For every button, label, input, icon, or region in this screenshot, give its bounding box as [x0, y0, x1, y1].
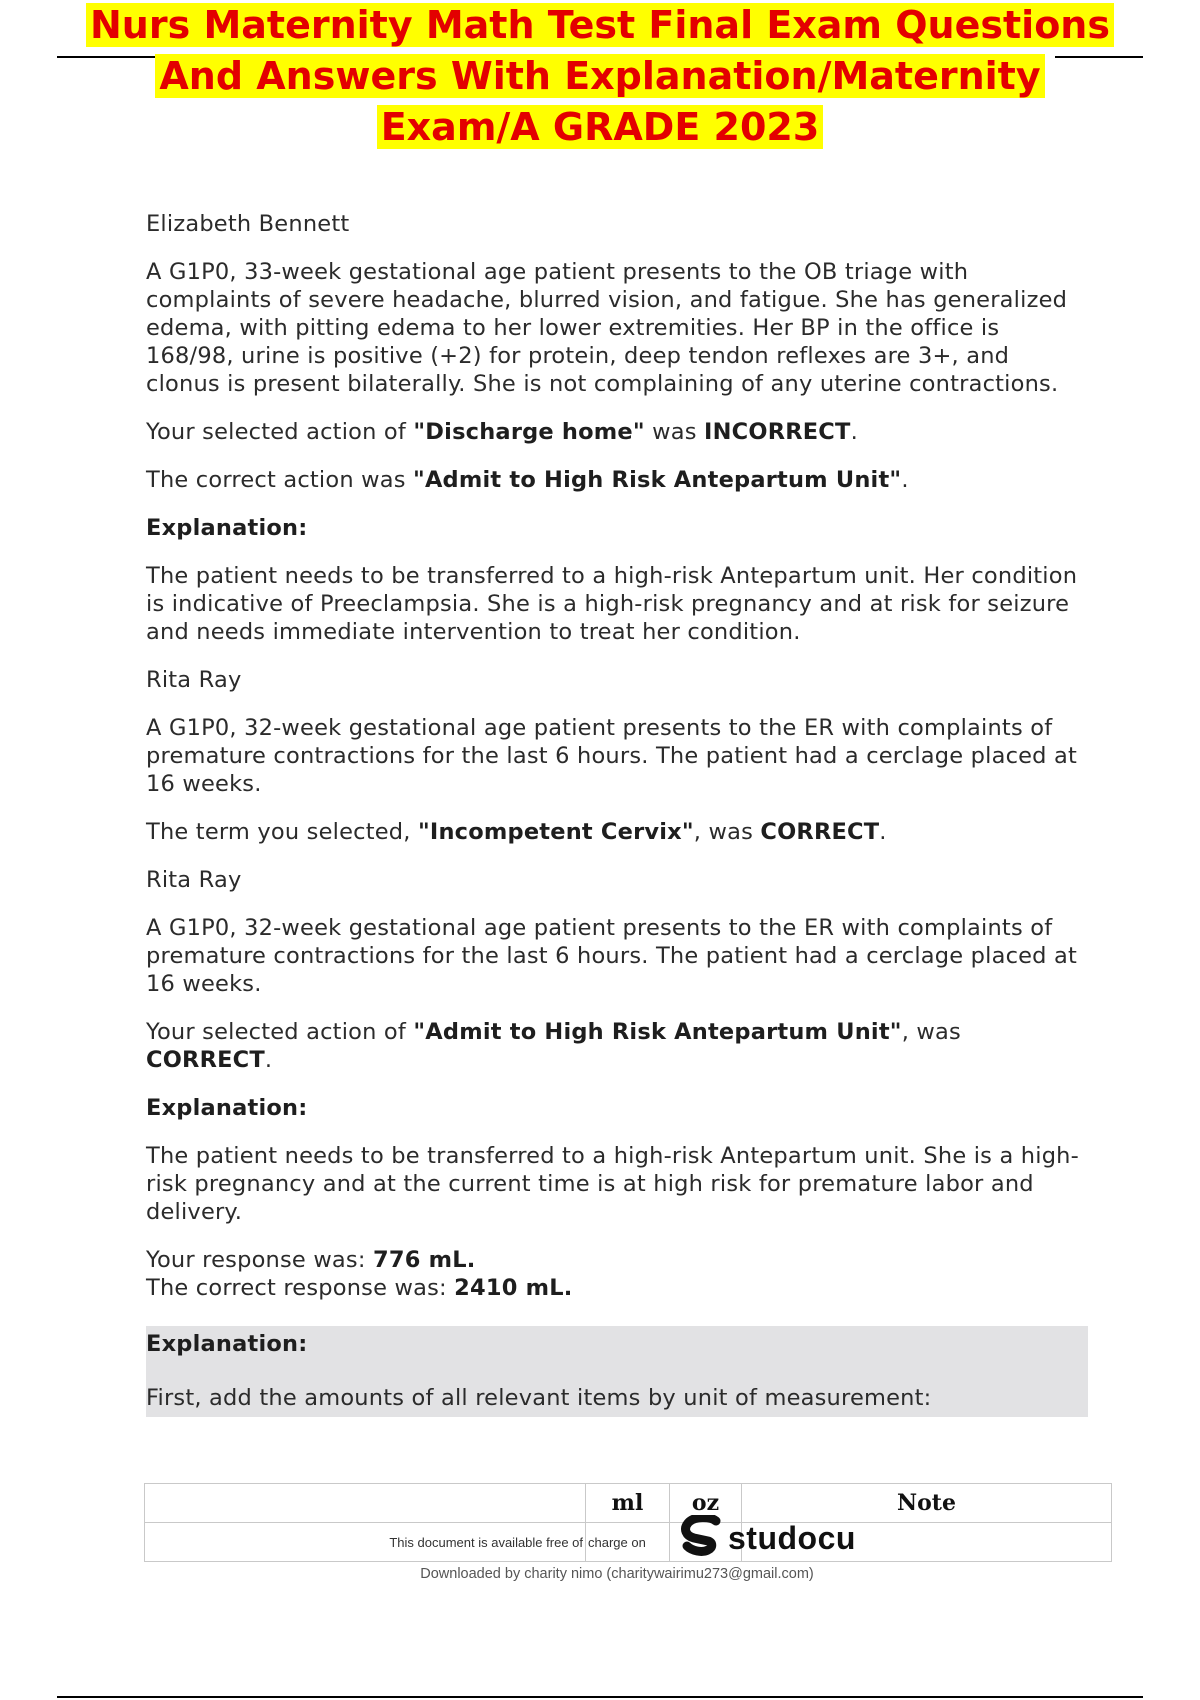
selected-action-prefix: Your selected action of [146, 419, 414, 445]
availability-notice: This document is available free of [145, 1523, 586, 1562]
explanation-heading [146, 514, 1086, 542]
title-line-3: Exam/A GRADE 2023 [377, 105, 824, 149]
availability-notice-end: charge on [586, 1523, 670, 1562]
selected-term-mid: , was [693, 819, 761, 845]
download-notice: Downloaded by charity nimo (charitywairimu273@gmail.com) [420, 1566, 814, 1582]
explanation-heading [146, 1094, 1086, 1122]
table-header-row [145, 1484, 1112, 1523]
explanation-box [146, 1326, 1088, 1417]
table-header-note: Note [742, 1484, 1112, 1523]
table-header-oz: oz [670, 1484, 742, 1523]
table-header-item [145, 1484, 586, 1523]
selected-action [146, 1018, 1086, 1074]
selected-term-suffix: . [879, 819, 887, 845]
correct-action-value: "Admit to High Risk Antepartum Unit" [413, 467, 902, 493]
correct-action [146, 466, 1086, 494]
studocu-s-icon [680, 1515, 724, 1561]
explanation-label: Explanation: [146, 515, 308, 541]
selected-action-mid: , was [901, 1019, 961, 1045]
selected-action-prefix: Your selected action of [146, 1019, 414, 1045]
selected-action-suffix: . [264, 1047, 273, 1073]
table-row [145, 1523, 1112, 1562]
bottom-rule [57, 1696, 1143, 1698]
selected-action-result: INCORRECT [704, 419, 851, 445]
selected-term-result: CORRECT [760, 819, 880, 845]
patient-name: Elizabeth Bennett [146, 211, 350, 237]
selected-action-mid: was [644, 419, 705, 445]
response-value: 776 mL. [372, 1247, 476, 1273]
correct-response-value: 2410 mL. [454, 1275, 573, 1301]
patient-name: Rita Ray [146, 667, 242, 693]
studocu-wordmark: studocu [728, 1519, 856, 1556]
selected-action-suffix: . [850, 419, 858, 445]
explanation-text: The patient needs to be transferred to a high-risk Antepartum unit. Her condition is indicative of Preeclampsia. She is a high-risk pregnancy and at risk for seizure and needs immediate intervention to treat her condition. [146, 563, 1078, 645]
title-line-1: Nurs Maternity Math Test Final Exam Questions [86, 3, 1114, 47]
case-scenario: A G1P0, 32-week gestational age patient presents to the ER with complaints of premature contractions for the last 6 hours. The patient had a cerclage placed at 16 weeks. [146, 915, 1078, 997]
correct-response-label: The correct response was: [146, 1275, 455, 1301]
measurement-table [144, 1483, 1112, 1562]
correct-action-suffix: . [901, 467, 909, 493]
document-title [0, 0, 1200, 153]
explanation-text: The patient needs to be transferred to a high-risk Antepartum unit. She is a high-risk pregnancy and at the current time is at high risk for premature labor and delivery. [146, 1143, 1079, 1225]
explanation-label: Explanation: [146, 1095, 308, 1121]
selected-term-prefix: The term you selected, [146, 819, 418, 845]
studocu-logo[interactable] [680, 1514, 856, 1562]
table-header-ml: ml [586, 1484, 670, 1523]
explanation-label: Explanation: [146, 1331, 308, 1357]
response-summary [146, 1246, 1086, 1302]
selected-term [146, 818, 1086, 846]
response-label: Your response was: [146, 1247, 373, 1273]
case-scenario: A G1P0, 32-week gestational age patient presents to the ER with complaints of premature contractions for the last 6 hours. The patient had a cerclage placed at 16 weeks. [146, 715, 1078, 797]
selected-term-value: "Incompetent Cervix" [417, 819, 694, 845]
explanation-heading [146, 1330, 1088, 1358]
selected-action-value: "Discharge home" [413, 419, 645, 445]
case-scenario: A G1P0, 33-week gestational age patient presents to the OB triage with complaints of severe headache, blurred vision, and fatigue. She has generalized edema, with pitting edema to her lower extremities. Her BP in the office is 168/98, urine is positive (+2) for protein, deep tendon reflexes are 3+, and clonus is present bilaterally. She is not complaining of any uterine contractions. [146, 259, 1068, 397]
selected-action-result: CORRECT [146, 1047, 265, 1073]
selected-action [146, 418, 1086, 446]
title-line-2: And Answers With Explanation/Maternity [155, 54, 1044, 98]
selected-action-value: "Admit to High Risk Antepartum Unit" [413, 1019, 902, 1045]
document-body [146, 210, 1086, 1417]
explanation-text: First, add the amounts of all relevant items by unit of measurement: [146, 1385, 932, 1411]
patient-name: Rita Ray [146, 867, 242, 893]
correct-action-prefix: The correct action was [146, 467, 414, 493]
